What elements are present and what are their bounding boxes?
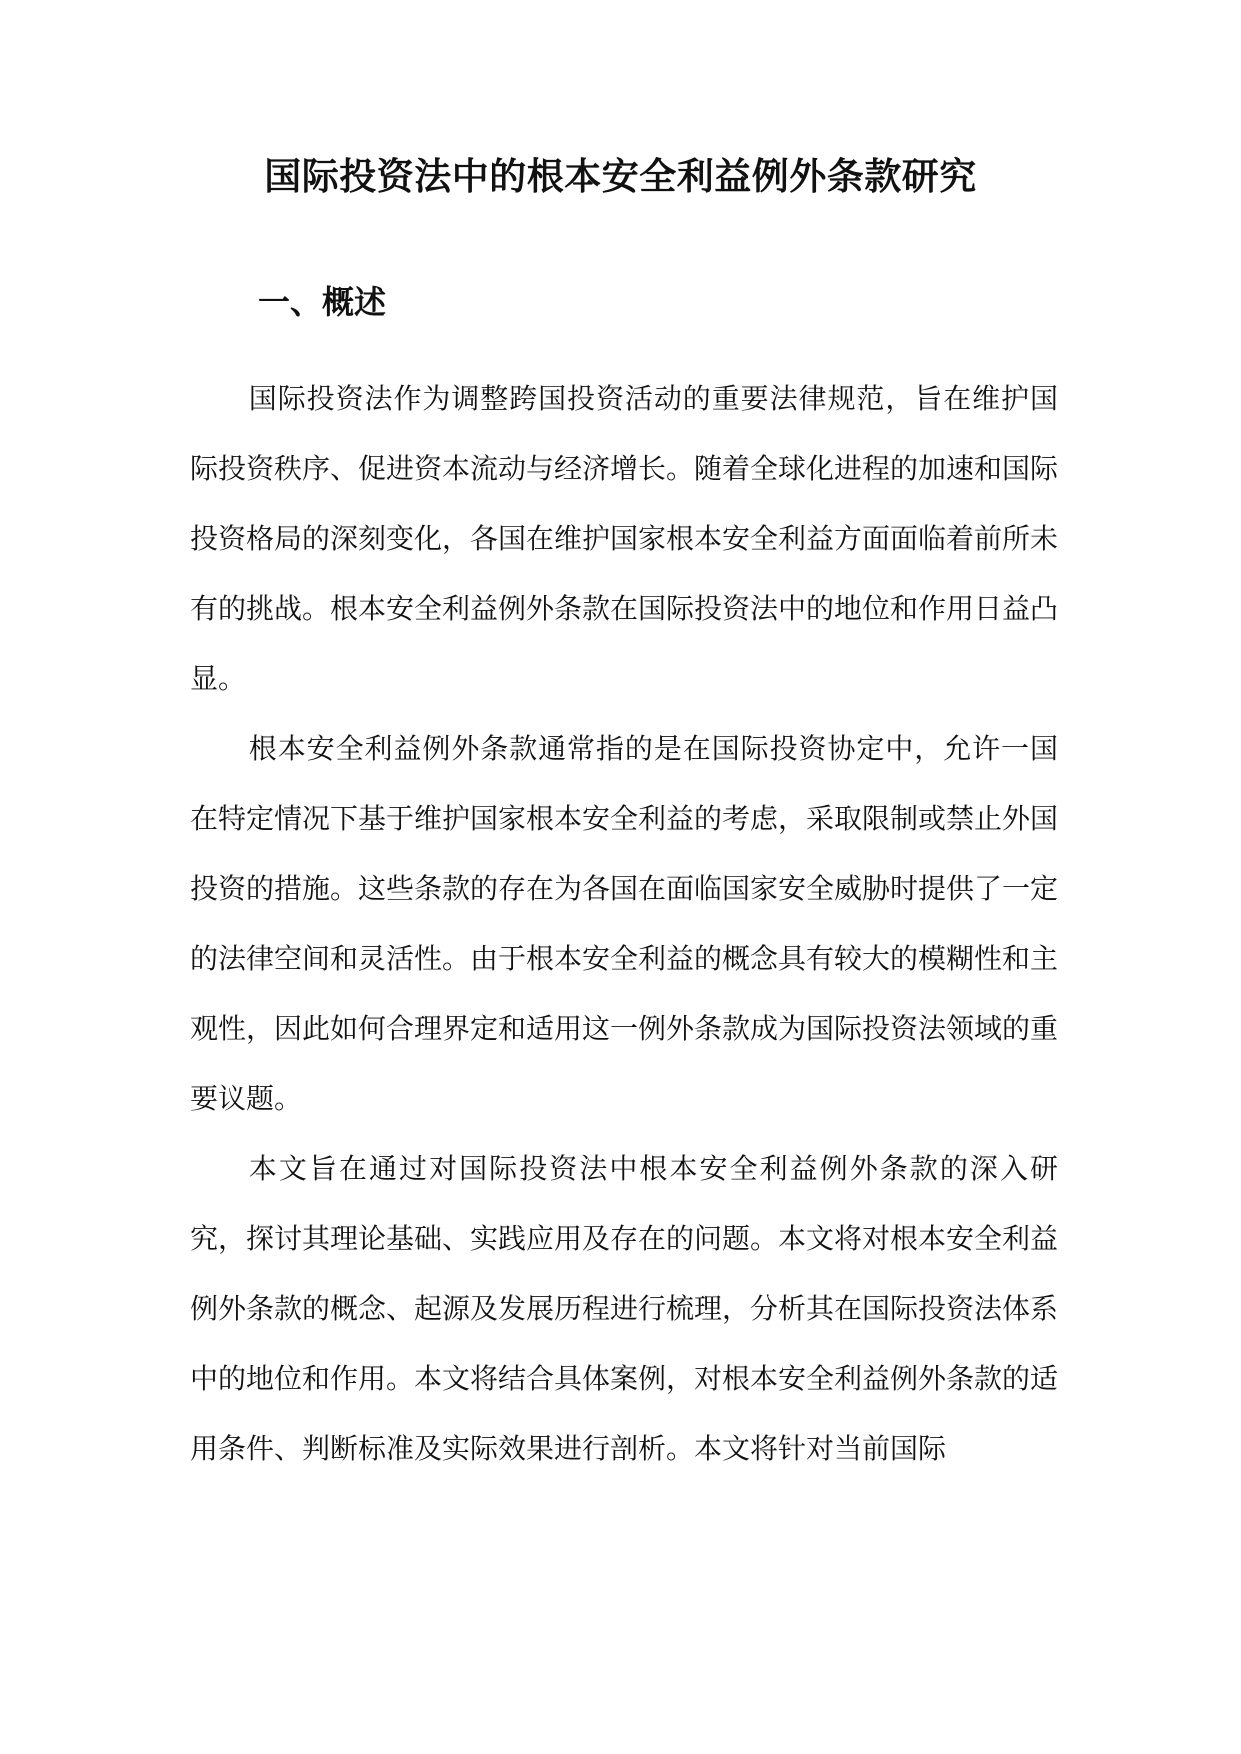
section-heading: 一、概述: [258, 283, 387, 321]
paragraph: 根本安全利益例外条款通常指的是在国际投资协定中，允许一国在特定情况下基于维护国家根本安全利益的考虑，采取限制或禁止外国投资的措施。这些条款的存在为各国在面临国家安全威胁时提供了一定的法律空间和灵活性。由于根本安全利益的概念具有较大的模糊性和主观性，因此如何合理界定和适用这一例外条款成为国际投资法领域的重要议题。: [190, 732, 1059, 1115]
paragraph: 本文旨在通过对国际投资法中根本安全利益例外条款的深入研究，探讨其理论基础、实践应用及存在的问题。本文将对根本安全利益例外条款的概念、起源及发展历程进行梳理，分析其在国际投资法体系中的地位和作用。本文将结合具体案例，对根本安全利益例外条款的适用条件、判断标准及实际效果进行剖析。本文将针对当前国际: [190, 1152, 1059, 1465]
document-body: [190, 364, 1058, 1484]
document-title: 国际投资法中的根本安全利益例外条款研究: [264, 154, 977, 198]
paragraph: 国际投资法作为调整跨国投资活动的重要法律规范，旨在维护国际投资秩序、促进资本流动与经济增长。随着全球化进程的加速和国际投资格局的深刻变化，各国在维护国家根本安全利益方面面临着前所未有的挑战。根本安全利益例外条款在国际投资法中的地位和作用日益凸显。: [190, 382, 1059, 695]
